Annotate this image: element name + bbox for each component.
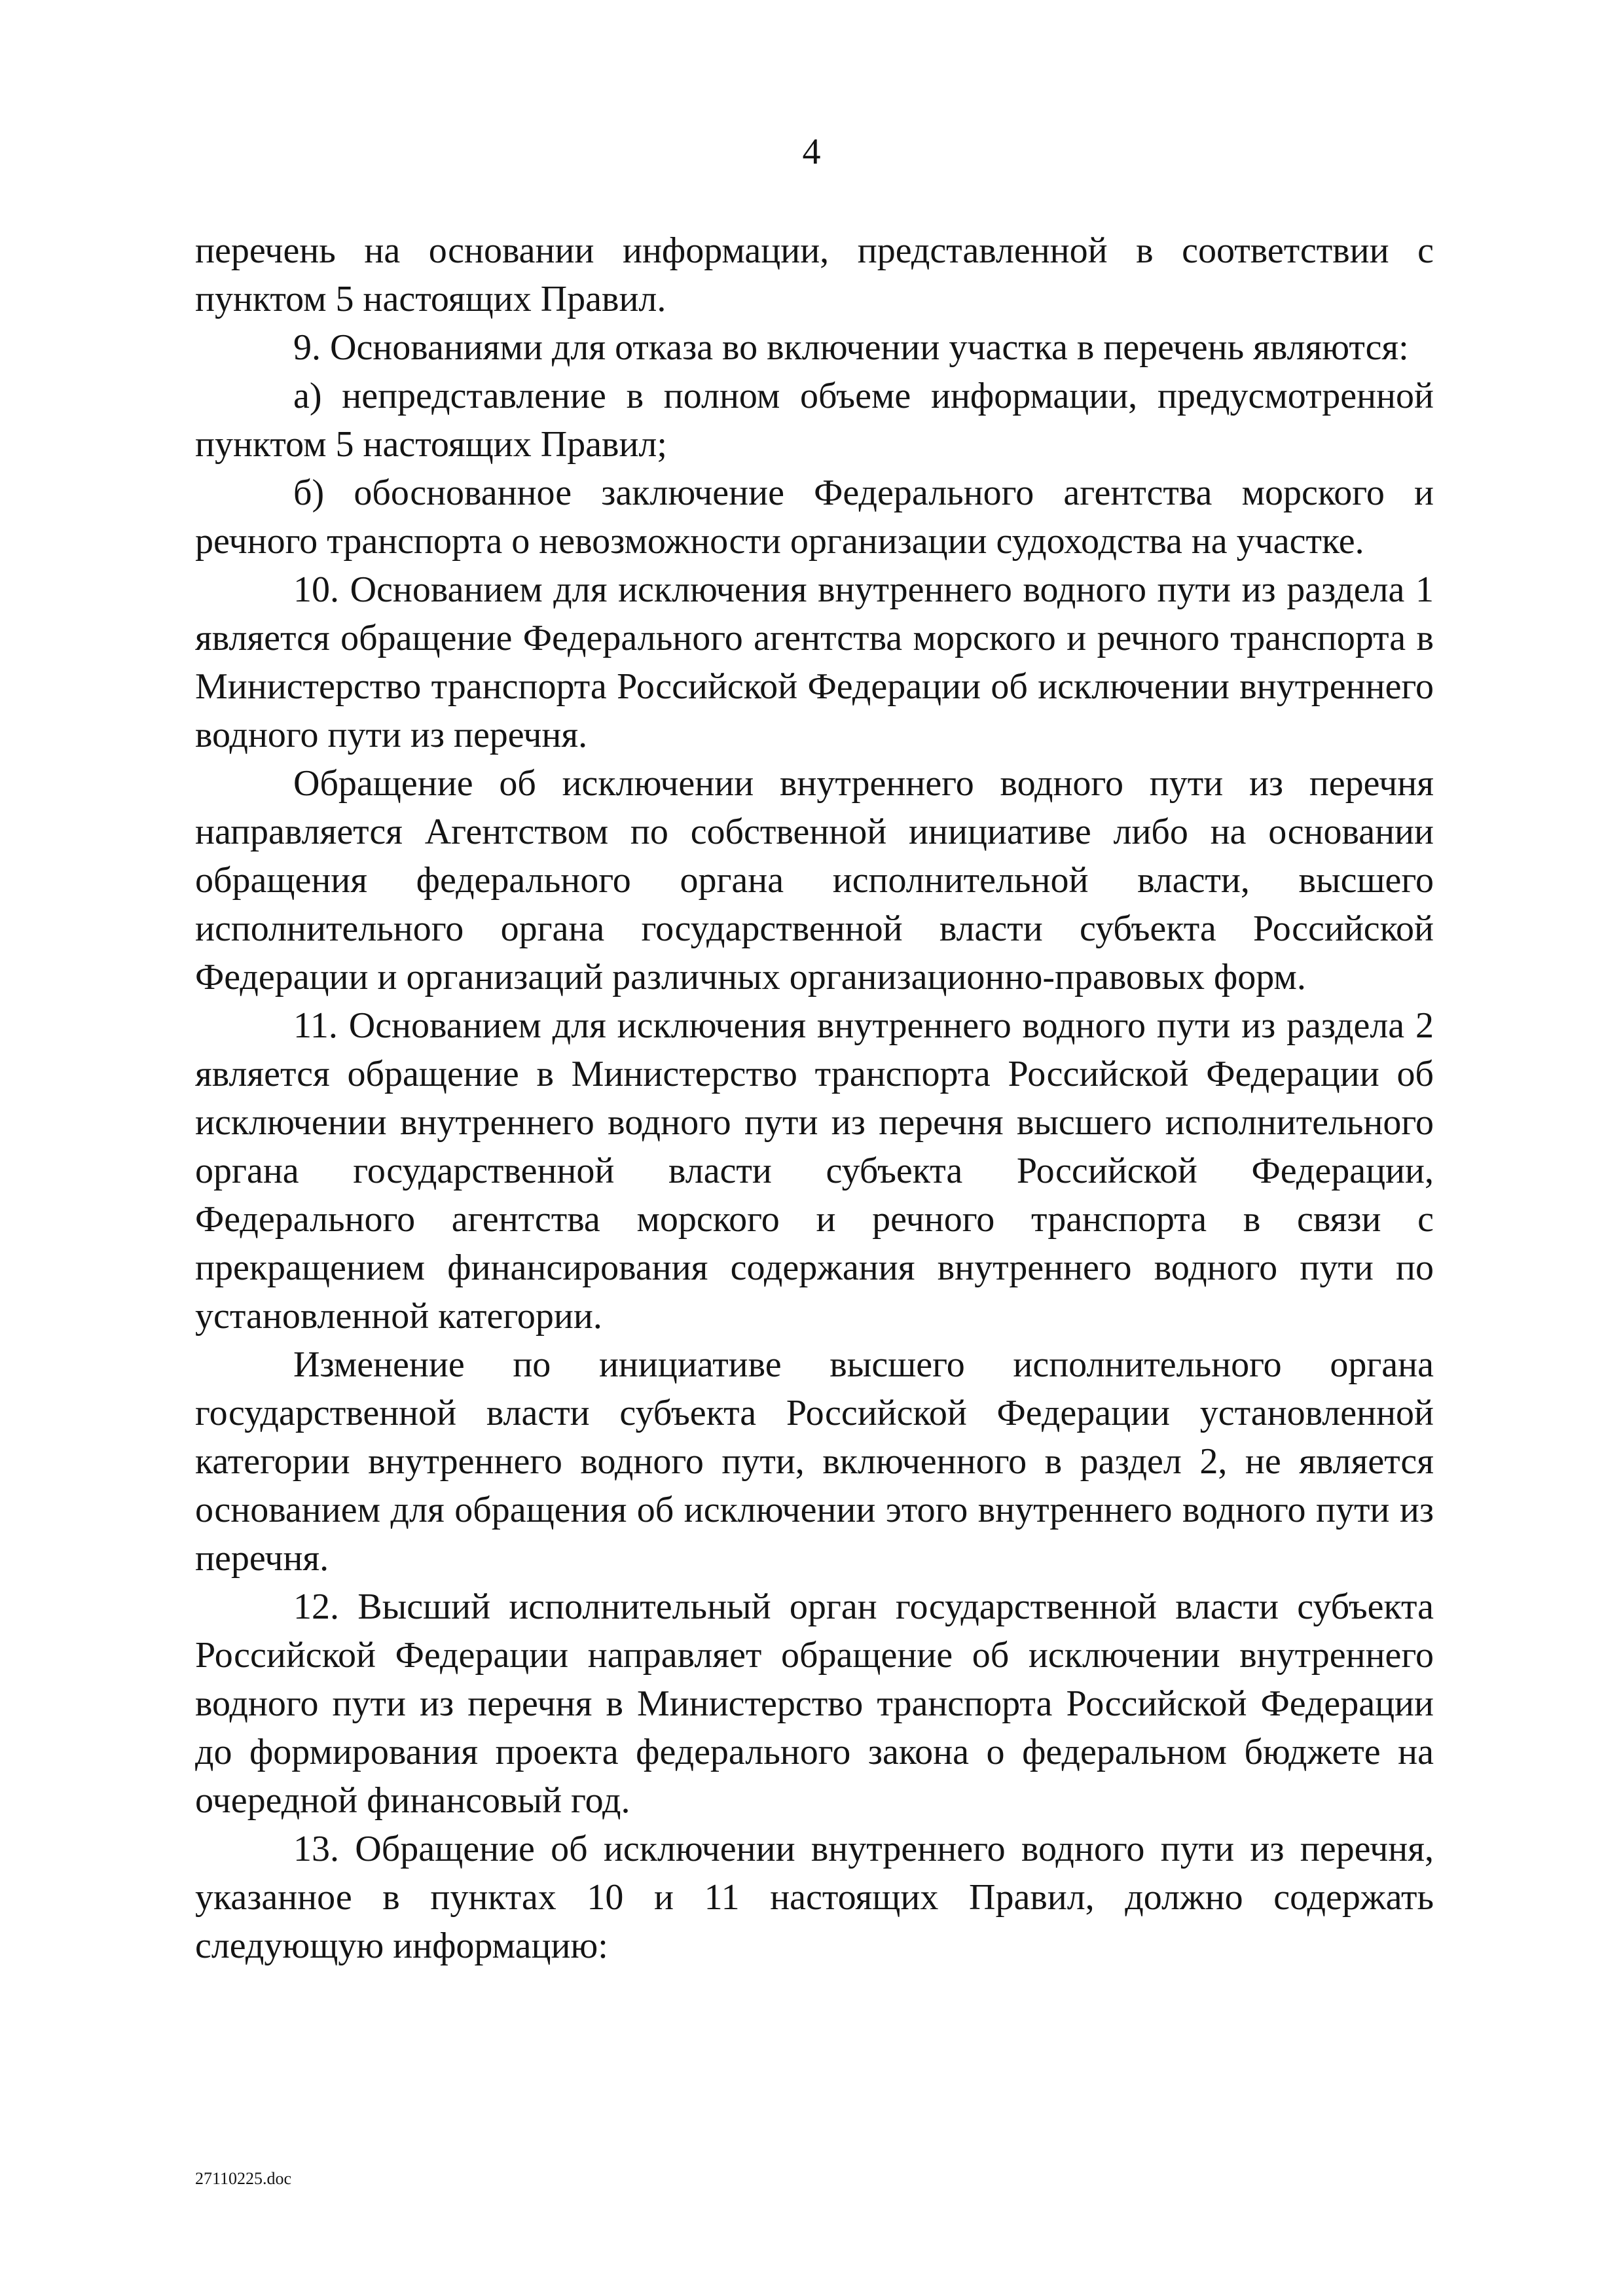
paragraph-clause-11-change: Изменение по инициативе высшего исполнительного органа государственной власти субъекта Российской Федерации установленной категории внутреннего водного пути, включенного в раздел 2, не является основанием для обращения об исключении этого внутреннего водного пути из перечня. — [195, 1344, 1434, 1579]
document-body — [195, 226, 1434, 1970]
paragraph-clause-9-a: а) непредставление в полном объеме информации, предусмотренной пунктом 5 настоящих Правил; — [195, 376, 1434, 465]
paragraph-clause-10: 10. Основанием для исключения внутреннего водного пути из раздела 1 является обращение Федерального агентства морского и речного транспорта в Министерство транспорта Российской Федерации об исключении внутреннего водного пути из перечня. — [195, 569, 1434, 755]
paragraph-clause-12: 12. Высший исполнительный орган государственной власти субъекта Российской Федерации направляет обращение об исключении внутреннего водного пути из перечня в Министерство транспорта Российской Федерации до формирования проекта федерального закона о федеральном бюджете на очередной финансовый год. — [195, 1587, 1434, 1821]
paragraph-continuation: перечень на основании информации, представленной в соответствии с пунктом 5 настоящих Правил. — [195, 230, 1434, 319]
paragraph-clause-13: 13. Обращение об исключении внутреннего водного пути из перечня, указанное в пунктах 10 и 11 настоящих Правил, должно содержать следующую информацию: — [195, 1829, 1434, 1966]
paragraph-clause-9: 9. Основаниями для отказа во включении участка в перечень являются: — [293, 327, 1409, 368]
paragraph-clause-11: 11. Основанием для исключения внутреннего водного пути из раздела 2 является обращение в Министерство транспорта Российской Федерации об исключении внутреннего водного пути из перечня высшего исполнительного органа государственной власти субъекта Российской Федерации, Федерального агентства морского и речного транспорта в связи с прекращением финансирования содержания внутреннего водного пути по установленной категории. — [195, 1005, 1434, 1336]
file-code: 27110225.doc — [195, 2169, 292, 2188]
paragraph-clause-9-b: б) обоснованное заключение Федерального агентства морского и речного транспорта о невозможности организации судоходства на участке. — [195, 473, 1434, 562]
page-number: 4 — [802, 132, 821, 172]
paragraph-clause-10-appeal: Обращение об исключении внутреннего водного пути из перечня направляется Агентством по собственной инициативе либо на основании обращения федерального органа исполнительной власти, высшего исполнительного органа государственной власти субъекта Российской Федерации и организаций различных организационно-правовых форм. — [195, 763, 1434, 997]
